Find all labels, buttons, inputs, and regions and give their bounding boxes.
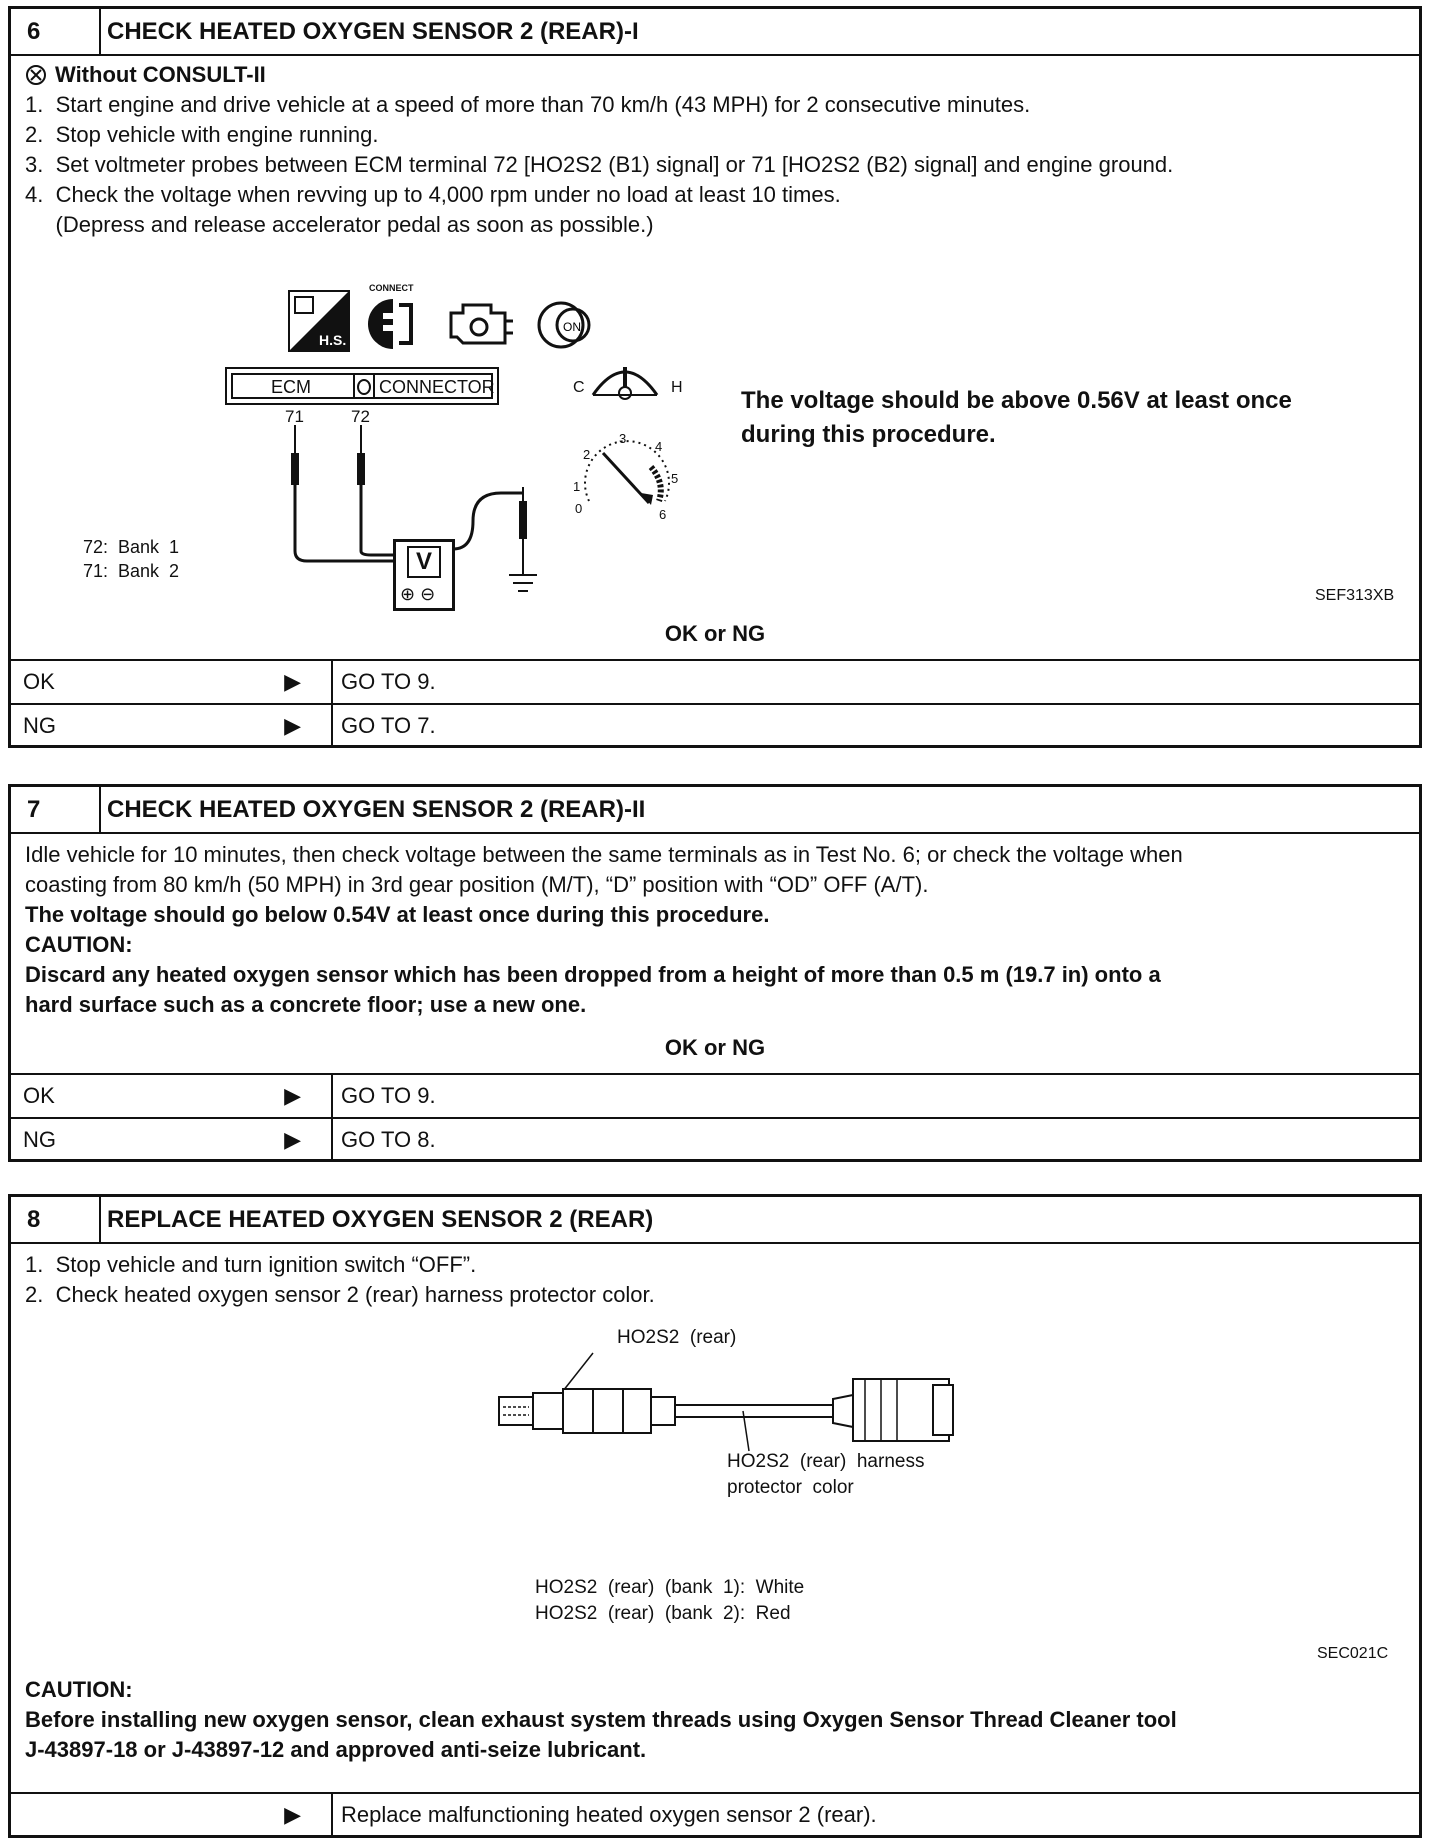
tach-1: 1 <box>573 479 581 494</box>
voltmeter-terminals: ⊕ ⊖ <box>400 584 436 604</box>
step-title: CHECK HEATED OXYGEN SENSOR 2 (REAR)-II <box>107 795 646 823</box>
result-table <box>11 659 1419 747</box>
bank-2-label: 71: Bank 2 <box>83 561 180 581</box>
result-key: OK <box>23 669 55 694</box>
ecm-label: ECM <box>271 377 311 397</box>
result-row-ok <box>11 659 1419 703</box>
bank-1-color: HO2S2 (rear) (bank 1): White <box>535 1577 805 1598</box>
tach-5: 5 <box>671 471 679 486</box>
terminal-72: 72 <box>351 407 370 426</box>
voltage-requirement-1: The voltage should be above 0.56V at least once <box>741 387 1292 414</box>
caution-line-2: J-43897-18 or J-43897-12 and approved anti-seize lubricant. <box>25 1737 647 1762</box>
result-key: NG <box>23 1127 56 1152</box>
tach-2: 2 <box>583 447 591 462</box>
tachometer-icon <box>567 417 687 527</box>
result-row <box>11 1792 1419 1836</box>
caution-block <box>11 1671 1419 1765</box>
result-value: GO TO 8. <box>331 1119 1419 1161</box>
connector-disconnect-icon <box>365 295 425 353</box>
caution-heading: CAUTION: <box>25 932 133 957</box>
arrow-icon: ▶ <box>284 713 301 738</box>
caution-heading: CAUTION: <box>25 1677 133 1702</box>
step-4-note: (Depress and release accelerator pedal as soon as possible.) <box>25 212 654 237</box>
voltage-requirement: The voltage should go below 0.54V at least once during this procedure. <box>25 902 770 927</box>
result-value: GO TO 9. <box>331 1075 1419 1117</box>
hs-service-icon <box>287 289 351 353</box>
temp-h-label: H <box>671 379 683 396</box>
step-title: REPLACE HEATED OXYGEN SENSOR 2 (REAR) <box>107 1205 654 1233</box>
connect-label: CONNECT <box>369 283 414 293</box>
result-key: OK <box>23 1083 55 1108</box>
bank-2-color: HO2S2 (rear) (bank 2): Red <box>535 1603 791 1624</box>
figure-code: SEF313XB <box>1315 587 1395 604</box>
arrow-icon: ▶ <box>284 1083 301 1108</box>
step-number: 6 <box>11 9 101 54</box>
bank-1-label: 72: Bank 1 <box>83 537 180 557</box>
result-row-ng <box>11 703 1419 747</box>
step-1: 1. Start engine and drive vehicle at a speed of more than 70 km/h (43 MPH) for 2 consecutive minutes. <box>25 92 1031 117</box>
instruction-line-1: Idle vehicle for 10 minutes, then check voltage between the same terminals as in Test No. 6; or check the voltage when <box>25 842 1183 867</box>
without-consult-line <box>25 60 1405 90</box>
hs-label: H.S. <box>319 332 347 348</box>
step-2: 2. Check heated oxygen sensor 2 (rear) harness protector color. <box>25 1282 655 1307</box>
no-consult-icon <box>25 64 47 86</box>
section-7 <box>8 784 1422 1162</box>
probe-wiring <box>211 425 571 615</box>
section-7-body <box>11 834 1419 1020</box>
ok-or-ng-label: OK or NG <box>664 621 766 646</box>
section-7-header <box>11 787 1419 834</box>
on-label: ON <box>563 320 581 334</box>
result-value: Replace malfunctioning heated oxygen sensor 2 (rear). <box>331 1794 1419 1836</box>
voltmeter <box>393 539 455 611</box>
step-number: 7 <box>11 787 101 832</box>
temperature-gauge-icon <box>585 355 665 405</box>
step-4: 4. Check the voltage when revving up to 4,000 rpm under no load at least 10 times. <box>25 182 841 207</box>
arrow-icon: ▶ <box>284 669 301 694</box>
section-8 <box>8 1194 1422 1838</box>
arrow-icon: ▶ <box>284 1127 301 1152</box>
oxygen-sensor-diagram <box>493 1351 973 1461</box>
without-consult-label: Without CONSULT-II <box>55 62 266 87</box>
caution-line-1: Before installing new oxygen sensor, clean exhaust system threads using Oxygen Sensor Thread Cleaner tool <box>25 1707 1177 1732</box>
section-6 <box>8 6 1422 748</box>
result-value: GO TO 7. <box>331 705 1419 747</box>
instruction-line-2: coasting from 80 km/h (50 MPH) in 3rd gear position (M/T), “D” position with “OD” OFF (A/T). <box>25 872 929 897</box>
step-3: 3. Set voltmeter probes between ECM terminal 72 [HO2S2 (B1) signal] or 71 [HO2S2 (B2) signal] and engine ground. <box>25 152 1174 177</box>
connector-label: CONNECTOR <box>379 377 495 397</box>
voltmeter-label: V <box>407 546 441 578</box>
ok-or-ng-label: OK or NG <box>664 1035 766 1060</box>
temp-c-label: C <box>573 379 585 396</box>
step-title: CHECK HEATED OXYGEN SENSOR 2 (REAR)-I <box>107 17 639 45</box>
terminal-71: 71 <box>285 407 304 426</box>
tach-4: 4 <box>655 439 663 454</box>
section-6-header <box>11 9 1419 56</box>
result-row-ok <box>11 1073 1419 1117</box>
voltage-requirement-2: during this procedure. <box>741 421 996 448</box>
result-table <box>11 1792 1419 1836</box>
section-8-body <box>11 1244 1419 1310</box>
ecm-connector <box>225 367 499 405</box>
tach-6: 6 <box>659 507 667 522</box>
sensor-figure <box>11 1315 1419 1665</box>
result-key: NG <box>23 713 56 738</box>
harness-label-1: HO2S2 (rear) harness <box>727 1451 925 1472</box>
result-table <box>11 1073 1419 1161</box>
caution-line-2: hard surface such as a concrete floor; use a new one. <box>25 992 587 1017</box>
arrow-icon: ▶ <box>284 1802 301 1827</box>
ignition-on-icon <box>533 291 599 355</box>
result-row-ng <box>11 1117 1419 1161</box>
step-2: 2. Stop vehicle with engine running. <box>25 122 379 147</box>
step-1: 1. Stop vehicle and turn ignition switch “OFF”. <box>25 1252 477 1277</box>
section-6-body <box>11 56 1419 240</box>
step-number: 8 <box>11 1197 101 1242</box>
sensor-label: HO2S2 (rear) <box>617 1327 737 1348</box>
tach-3: 3 <box>619 431 627 446</box>
caution-line-1: Discard any heated oxygen sensor which has been dropped from a height of more than 0.5 m (19.7 in) onto a <box>25 962 1161 987</box>
result-value: GO TO 9. <box>331 661 1419 703</box>
tach-0: 0 <box>575 501 583 516</box>
engine-icon <box>443 293 517 353</box>
section-8-header <box>11 1197 1419 1244</box>
figure-code: SEC021C <box>1317 1645 1389 1662</box>
voltmeter-figure <box>11 239 1419 619</box>
harness-label-2: protector color <box>727 1477 854 1498</box>
